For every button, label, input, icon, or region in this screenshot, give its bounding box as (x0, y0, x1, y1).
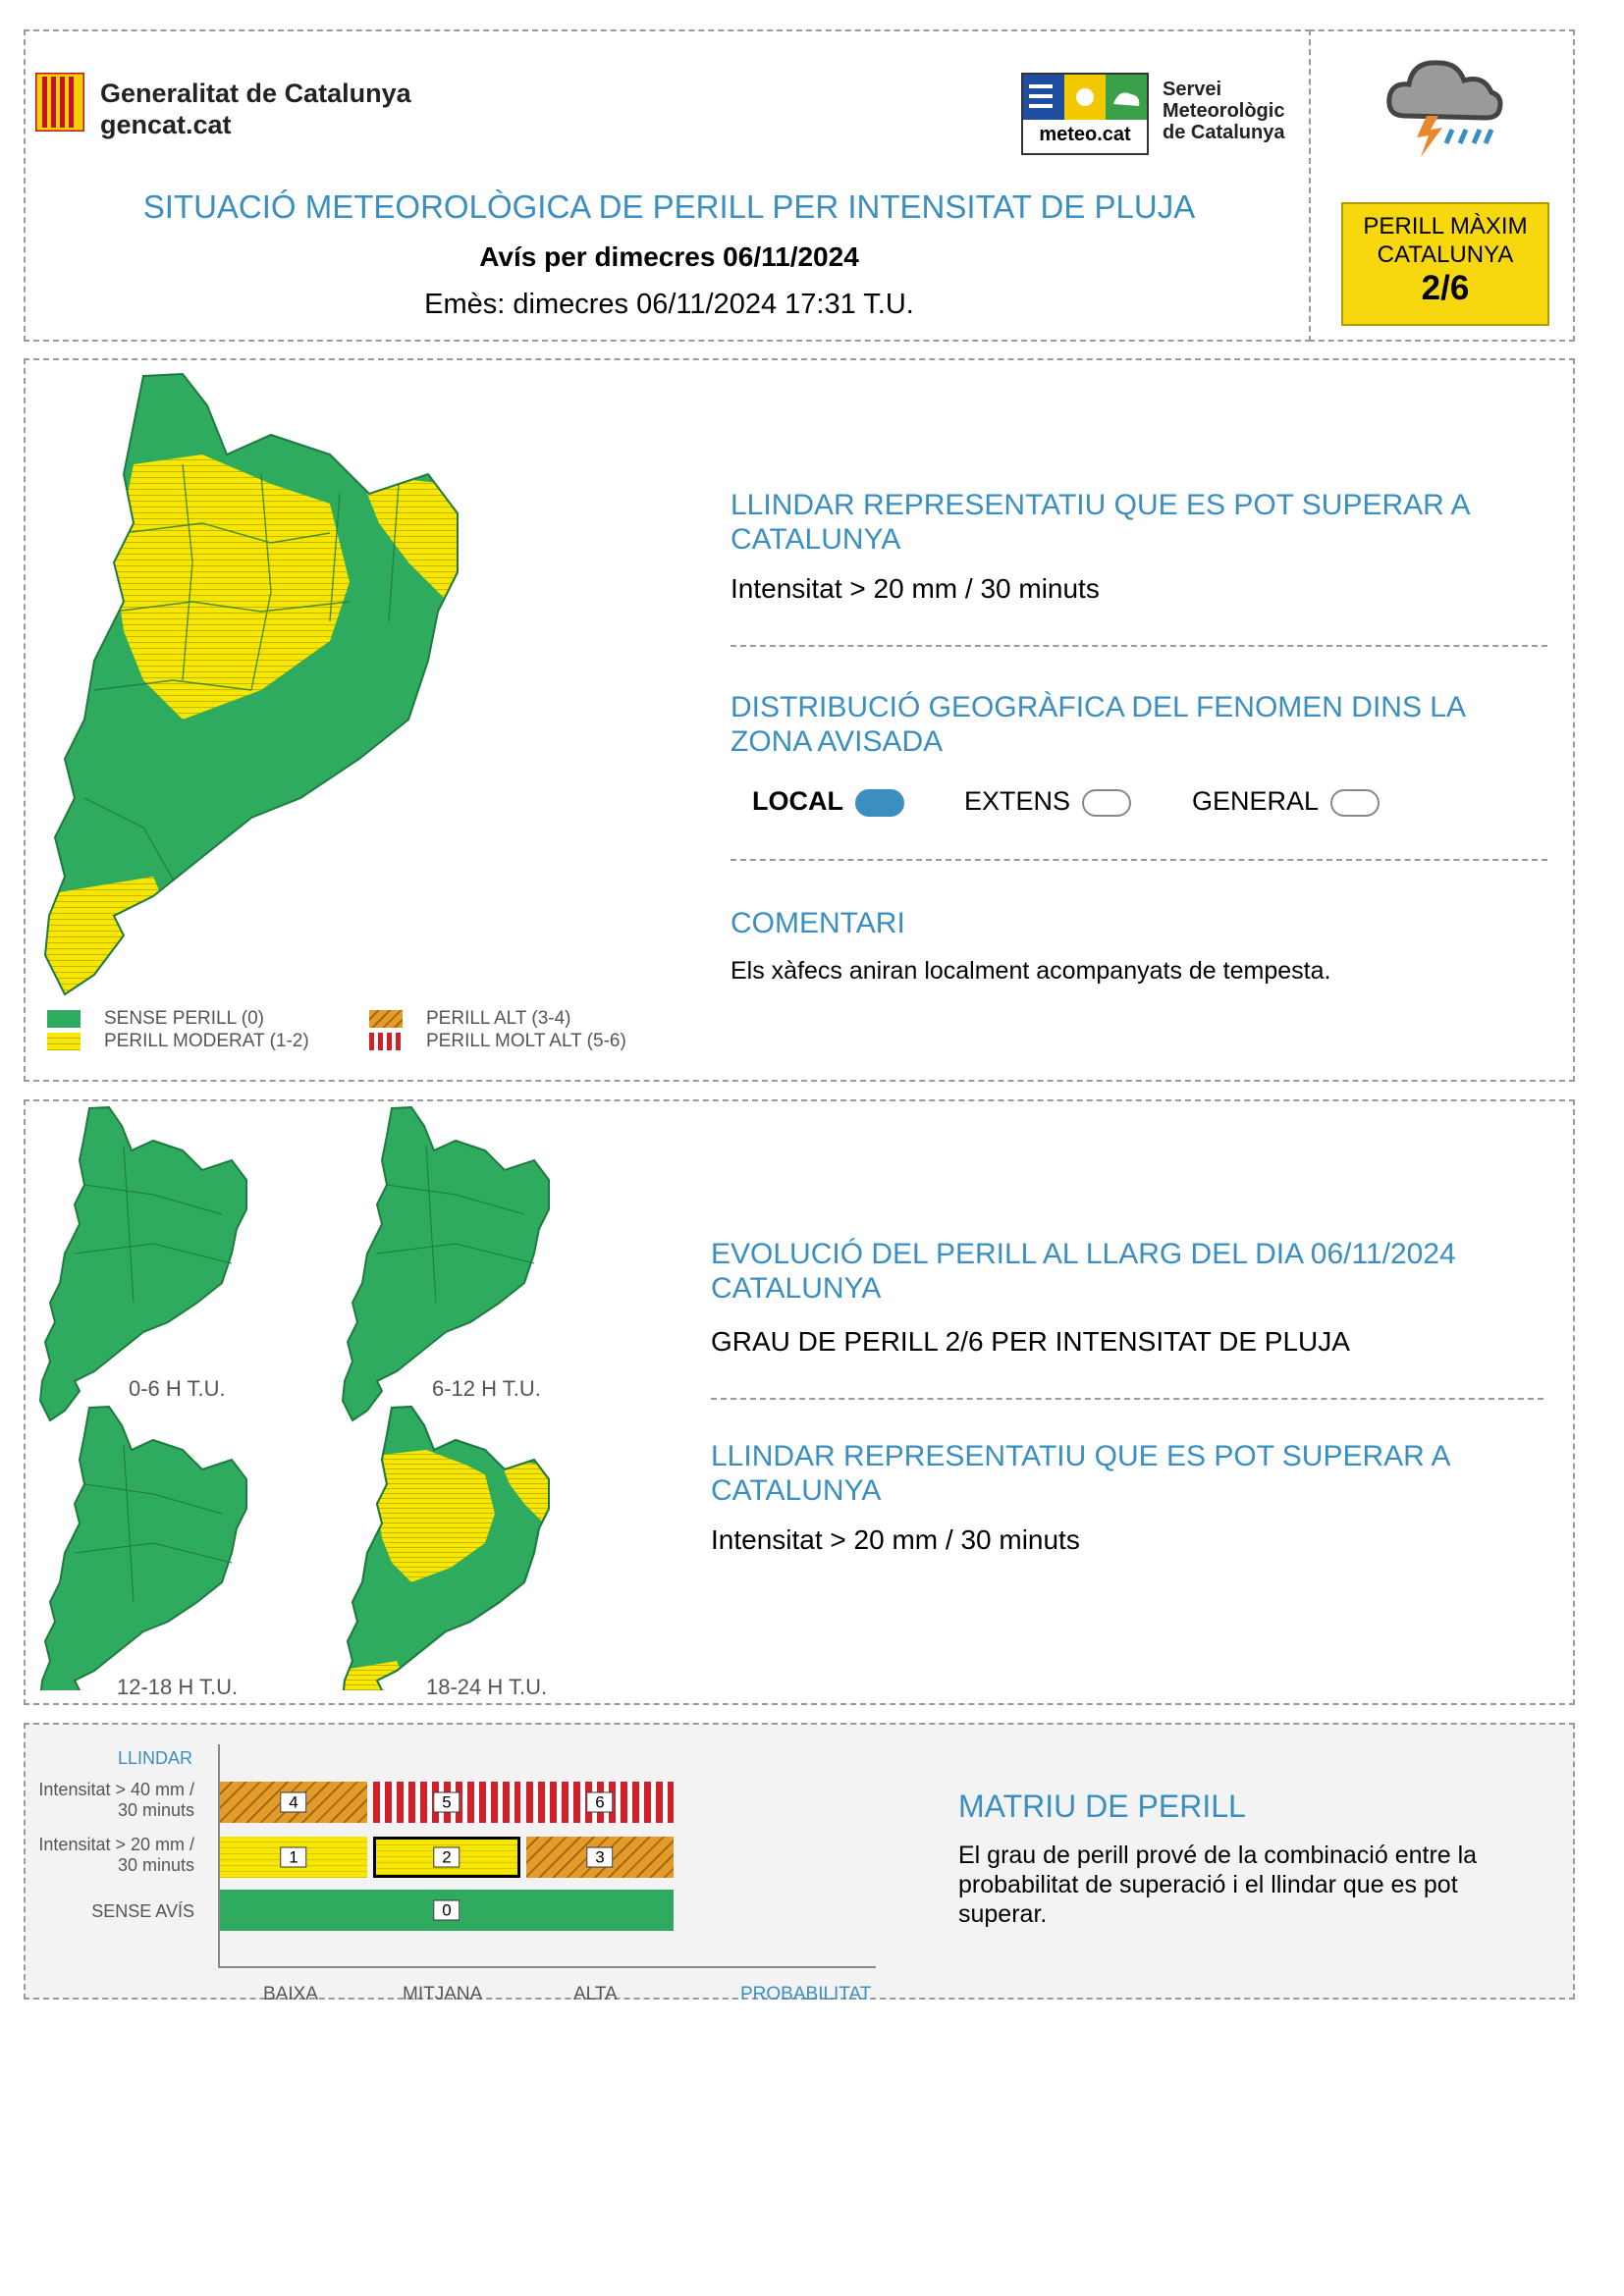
legend-swatch-molt-alt (369, 1033, 403, 1050)
dist-option-local-label: LOCAL (752, 786, 843, 816)
matrix-cell-1 (220, 1837, 367, 1878)
legend-label-molt-alt: PERILL MOLT ALT (5-6) (426, 1031, 626, 1051)
llindar-title: LLINDAR REPRESENTATIU QUE ES POT SUPERAR A CATALUNYA (731, 489, 1469, 556)
matrix-cell-6 (526, 1782, 674, 1823)
peril-max-label: PERILL MÀXIM (1363, 213, 1528, 240)
legend-swatch-alt (369, 1010, 403, 1028)
evolution-grau: GRAU DE PERILL 2/6 PER INTENSITAT DE PLUJA (711, 1326, 1350, 1357)
matrix-cell-6-value: 6 (586, 1792, 613, 1813)
matrix-cell-4-value: 4 (280, 1792, 306, 1813)
evolution-maps (26, 1101, 654, 1690)
llindar-value: Intensitat > 20 mm / 30 minuts (731, 573, 1100, 604)
smc-line-2: Meteorològic (1163, 100, 1285, 122)
legend-swatch-moderat (47, 1033, 81, 1050)
matrix-cell-0-value: 0 (433, 1900, 460, 1921)
gencat-site: gencat.cat (100, 110, 232, 139)
evo-caption-0-6: 0-6 H T.U. (129, 1376, 226, 1401)
smc-line-1: Servei (1163, 79, 1222, 100)
evolution-title: EVOLUCIÓ DEL PERILL AL LLARG DEL DIA 06/11/2024 CATALUNYA (711, 1238, 1456, 1305)
matrix-cell-3-value: 3 (586, 1847, 613, 1868)
divider (731, 645, 1547, 647)
legend-swatch-sense (47, 1010, 81, 1028)
divider (711, 1398, 1543, 1400)
dist-option-extens-label: EXTENS (964, 786, 1071, 816)
dist-option-extens[interactable] (964, 786, 1131, 817)
gencat-name: Generalitat de Catalunya (100, 79, 411, 108)
generalitat-logo (35, 73, 84, 132)
issued-date: Emès: dimecres 06/11/2024 17:31 T.U. (424, 289, 914, 320)
matrix-text: El grau de perill prové de la combinació entre la probabilitat de superació i el llindar que es pot superar. (958, 1842, 1478, 1928)
evolution-llindar-title: LLINDAR REPRESENTATIU QUE ES POT SUPERAR A CATALUNYA (711, 1440, 1449, 1507)
smc-line-3: de Catalunya (1163, 122, 1285, 143)
evo-map-0-6 (40, 1107, 246, 1420)
comentari-title: COMENTARI (731, 907, 905, 939)
dist-option-local[interactable] (752, 786, 904, 817)
divider (731, 859, 1547, 861)
peril-max-panel (1309, 29, 1575, 342)
matrix-x-axis (218, 1966, 876, 1968)
legend-label-alt: PERILL ALT (3-4) (426, 1008, 571, 1029)
distribucio-title: DISTRIBUCIÓ GEOGRÀFICA DEL FENOMEN DINS LA ZONA AVISADA (731, 691, 1465, 758)
peril-max-region: CATALUNYA (1377, 241, 1514, 268)
meteocat-logo (1021, 73, 1149, 155)
matrix-x-mitjana: MITJANA (403, 1984, 483, 2004)
matrix-row-label-40: Intensitat > 40 mm / 30 minuts (38, 1780, 194, 1820)
matrix-llindar-header: LLINDAR (118, 1748, 193, 1768)
matrix-cell-5 (373, 1782, 520, 1823)
meteocat-text: meteo.cat (1039, 124, 1131, 145)
danger-matrix-section (24, 1723, 1575, 2004)
matrix-x-baixa: BAIXA (263, 1984, 318, 2004)
evo-caption-12-18: 12-18 H T.U. (117, 1675, 239, 1699)
dist-local-pill[interactable] (855, 789, 904, 817)
smc-name (1163, 79, 1284, 143)
evo-map-6-12 (343, 1107, 549, 1420)
catalonia-warning-map (35, 366, 683, 1004)
peril-max-level: 2/6 (1421, 269, 1470, 307)
matrix-cell-1-value: 1 (280, 1847, 306, 1868)
page-title: SITUACIÓ METEOROLÒGICA DE PERILL PER INTENSITAT DE PLUJA (142, 188, 1196, 225)
matrix-row-label-20: Intensitat > 20 mm / 30 minuts (38, 1835, 194, 1875)
matrix-x-alta: ALTA (573, 1984, 618, 2004)
page-subtitle: Avís per dimecres 06/11/2024 (479, 241, 859, 272)
matrix-title: MATRIU DE PERILL (958, 1789, 1246, 1824)
matrix-cell-2-value: 2 (433, 1847, 460, 1868)
dist-option-general-label: GENERAL (1192, 786, 1320, 816)
storm-rain-icon (1381, 47, 1509, 170)
dist-extens-pill[interactable] (1082, 789, 1131, 817)
header-panel (24, 29, 1311, 342)
matrix-cell-0 (220, 1890, 674, 1931)
comentari-text: Els xàfecs aniran localment acompanyats de tempesta. (731, 957, 1331, 985)
matrix-row-label-sense: SENSE AVÍS (91, 1901, 194, 1921)
matrix-cell-3 (526, 1837, 674, 1878)
matrix-cell-2-highlighted (373, 1837, 520, 1878)
legend-label-sense: SENSE PERILL (0) (104, 1008, 264, 1029)
matrix-cell-4 (220, 1782, 367, 1823)
dist-option-general[interactable] (1192, 786, 1380, 817)
evolution-section (24, 1099, 1575, 1705)
evo-caption-6-12: 6-12 H T.U. (432, 1376, 541, 1401)
evolution-llindar-value: Intensitat > 20 mm / 30 minuts (711, 1524, 1080, 1555)
matrix-x-title: PROBABILITAT (740, 1984, 872, 2004)
main-warning-section (24, 358, 1575, 1082)
matrix-cell-5-value: 5 (433, 1792, 460, 1813)
peril-max-box (1341, 202, 1549, 326)
legend-label-moderat: PERILL MODERAT (1-2) (104, 1031, 309, 1051)
evo-map-12-18 (40, 1407, 246, 1690)
evo-caption-18-24: 18-24 H T.U. (426, 1675, 548, 1699)
dist-general-pill[interactable] (1330, 789, 1380, 817)
evo-map-18-24 (338, 1407, 554, 1690)
